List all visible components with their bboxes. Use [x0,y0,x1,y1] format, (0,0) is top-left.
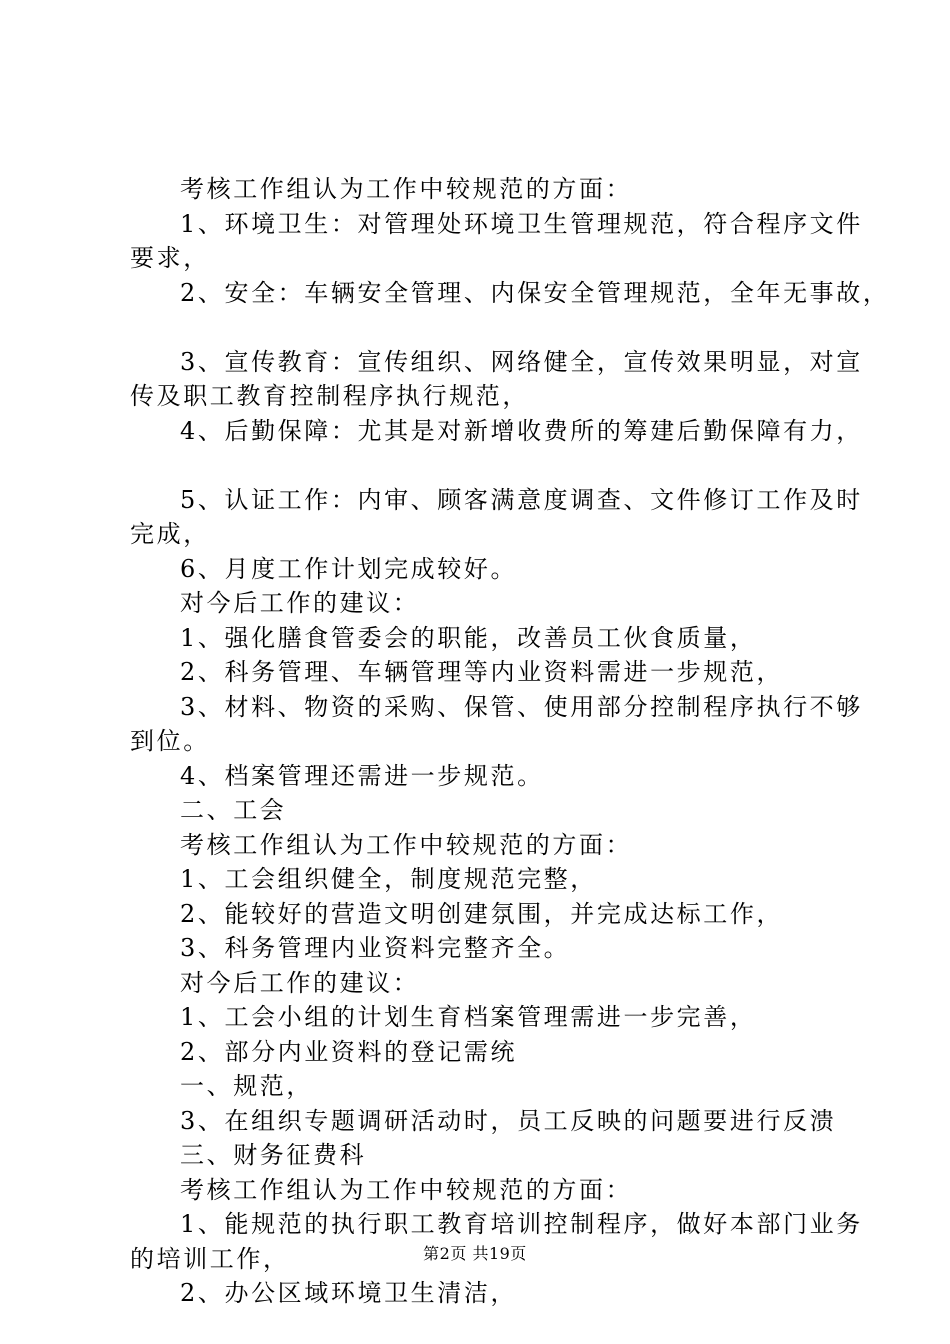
paragraph-line: 3、在组织专题调研活动时，员工反映的问题要进行反溃 [180,1106,837,1135]
paragraph-line: 2、科务管理、车辆管理等内业资料需进一步规范， [180,658,784,686]
paragraph-line: 1、环境卫生：对管理处环境卫生管理规范，符合程序文件 [180,209,863,238]
paragraph-line: 的培训工作， [130,1244,290,1273]
paragraph-line: 6、月度工作计划完成较好。 [180,554,518,583]
paragraph-line: 完成， [130,520,210,548]
paragraph-line: 2、部分内业资料的登记需统 [180,1037,518,1066]
paragraph-line: 3、材料、物资的采购、保管、使用部分控制程序执行不够 [180,692,863,721]
section-heading: 考核工作组认为工作中较规范的方面： [180,830,633,859]
paragraph-line: 4、档案管理还需进一步规范。 [180,761,544,790]
document-body [130,172,890,1311]
page-number-footer: 第2页 共19页 [423,1244,527,1263]
section-heading: 考核工作组认为工作中较规范的方面： [180,1175,633,1204]
paragraph-line: 1、工会组织健全，制度规范完整， [180,865,597,893]
paragraph-line: 1、能规范的执行职工教育培训控制程序，做好本部门业务 [180,1210,863,1238]
blank-line [130,448,830,483]
paragraph-line: 5、认证工作：内审、顾客满意度调查、文件修订工作及时 [180,485,863,514]
paragraph-line: 1、工会小组的计划生育档案管理需进一步完善， [180,1003,757,1031]
paragraph-line: 一、规范， [180,1072,313,1100]
paragraph-line: 2、能较好的营造文明创建氛围，并完成达标工作， [180,899,784,928]
paragraph-line: 3、宣传教育：宣传组织、网络健全，宣传效果明显，对宣 [180,347,863,376]
paragraph-line: 传及职工教育控制程序执行规范， [130,382,529,410]
section-heading: 三、财务征费科 [180,1141,367,1169]
paragraph-line: 4、后勤保障：尤其是对新增收费所的筹建后勤保障有力， [180,416,863,445]
paragraph-line: 3、科务管理内业资料完整齐全。 [180,934,571,962]
paragraph-line: 2、安全：车辆安全管理、内保安全管理规范，全年无事故， [180,278,890,307]
paragraph-line: 2、办公区域环境卫生清洁， [180,1279,518,1307]
blank-line [130,310,830,345]
paragraph-line: 到位。 [130,727,210,755]
paragraph-line: 要求， [130,244,210,272]
paragraph-line: 1、强化膳食管委会的职能，改善员工伙食质量， [180,623,757,652]
section-heading: 对今后工作的建议： [180,589,420,617]
section-heading: 对今后工作的建议： [180,968,420,997]
section-heading: 二、工会 [180,796,287,824]
paragraph-line: 考核工作组认为工作中较规范的方面： [180,175,633,203]
